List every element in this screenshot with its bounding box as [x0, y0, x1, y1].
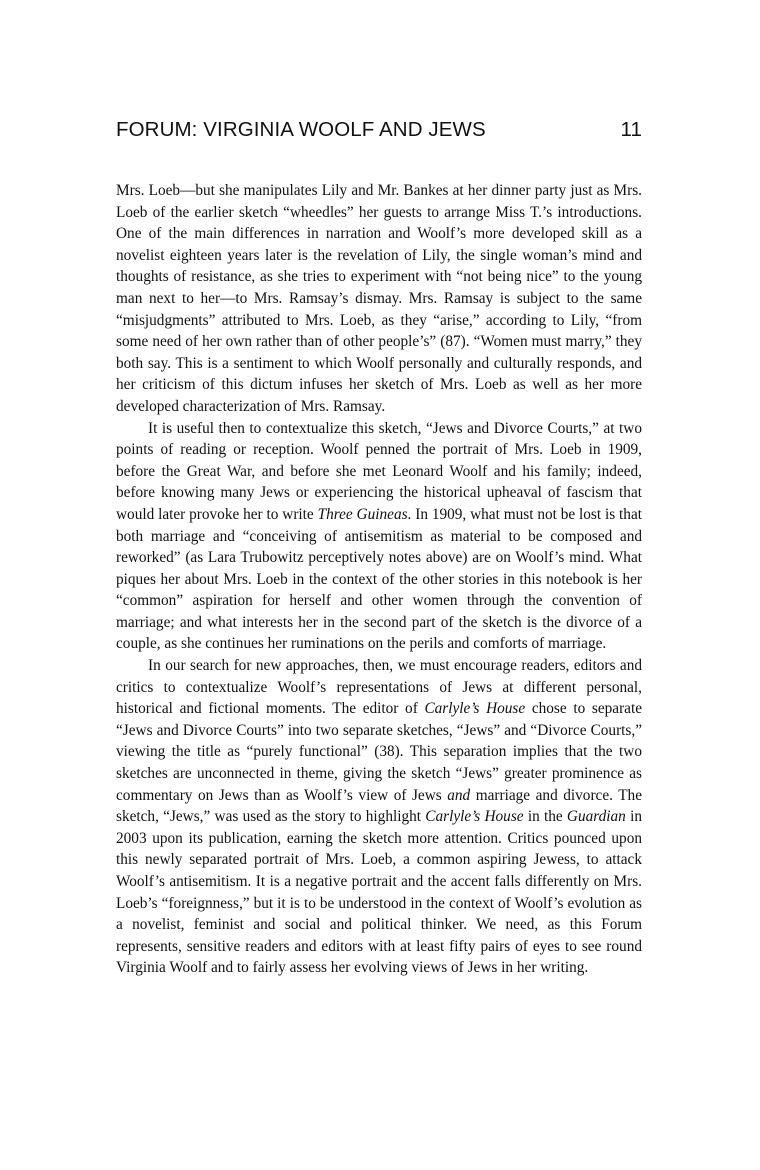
- text-run: in the: [523, 808, 567, 826]
- page-number: 11: [620, 118, 642, 141]
- paragraph: [116, 418, 642, 656]
- book-title-carlyles-house: Carlyle’s House: [425, 808, 524, 826]
- running-head-title: FORUM: VIRGINIA WOOLF AND JEWS: [116, 118, 486, 141]
- newspaper-title-guardian: Guardian: [566, 808, 626, 826]
- text-run: In our search for new approaches, then, we must encourage readers, editors and critics to contextualize Woolf’s representations of Jews at different personal, historical and fictional moments. The editor of: [116, 657, 642, 718]
- text-run: . In 1909, what must not be lost is that both marriage and “conceiving of antisemitism as material to be composed and reworked” (as Lara Trubowitz perceptively notes above) are on Woolf’s mind. What piques her about Mrs. Loeb in the context of the other stories in this notebook is her “common” aspiration for herself and other women through the convention of marriage; and what interests her in the second part of the sketch is the divorce of a couple, as she continues her ruminations on the perils and comforts of marriage.: [116, 505, 642, 653]
- text-run: It is useful then to contextualize this sketch, “Jews and Divorce Courts,” at two points of reading or reception. Woolf penned the portrait of Mrs. Loeb in 1909, before the Great War, and before she met Leonard Woolf and his family; indeed, before knowing many Jews or experiencing the historical upheaval of fascism that would later provoke her to write: [116, 419, 642, 523]
- emphasis-and: and: [447, 786, 471, 804]
- article-body: [116, 180, 642, 979]
- text-run: chose to separate “Jews and Divorce Courts” into two separate sketches, “Jews” and “Divorce Courts,” viewing the title as “purely functional” (38). This separation implies that the two sketches are unconnected in theme, giving the sketch “Jews” greater prominence as commentary on Jews than as Woolf’s view of Jews: [116, 700, 642, 804]
- book-title-three-guineas: Three Guineas: [317, 505, 408, 523]
- paragraph: [116, 655, 642, 979]
- running-header: [116, 118, 642, 148]
- text-run: Mrs. Loeb—but she manipulates Lily and Mr. Bankes at her dinner party just as Mrs. Loeb of the earlier sketch “wheedles” her guests to arrange Miss T.’s introductions. One of the main differences in narration and Woolf’s more developed skill as a novelist eighteen years later is the revelation of Lily, the single woman’s mind and thoughts of resistance, as she tries to experiment with “not being nice” to the young man next to her—to Mrs. Ramsay’s dismay. Mrs. Ramsay is subject to the same “misjudgments” attributed to Mrs. Loeb, as they “arise,” according to Lily, “from some need of her own rather than of other people’s” (87). “Women must marry,” they both say. This is a sentiment to which Woolf personally and culturally responds, and her criticism of this dictum infuses her sketch of Mrs. Loeb as well as her more developed characterization of Mrs. Ramsay.: [116, 182, 642, 415]
- text-run: marriage and divorce. The sketch, “Jews,” was used as the story to highlight: [116, 786, 642, 826]
- book-title-carlyles-house: Carlyle’s House: [424, 700, 526, 718]
- paragraph: [116, 180, 642, 418]
- text-run: in 2003 upon its publication, earning the sketch more attention. Critics pounced upon this newly separated portrait of Mrs. Loeb, a common aspiring Jewess, to attack Woolf’s antisemitism. It is a negative portrait and the accent falls differently on Mrs. Loeb’s “foreignness,” but it is to be understood in the context of Woolf’s evolution as a novelist, feminist and social and political thinker. We need, as this Forum represents, sensitive readers and editors with at least fifty pairs of eyes to see round Virginia Woolf and to fairly assess her evolving views of Jews in her writing.: [116, 808, 642, 977]
